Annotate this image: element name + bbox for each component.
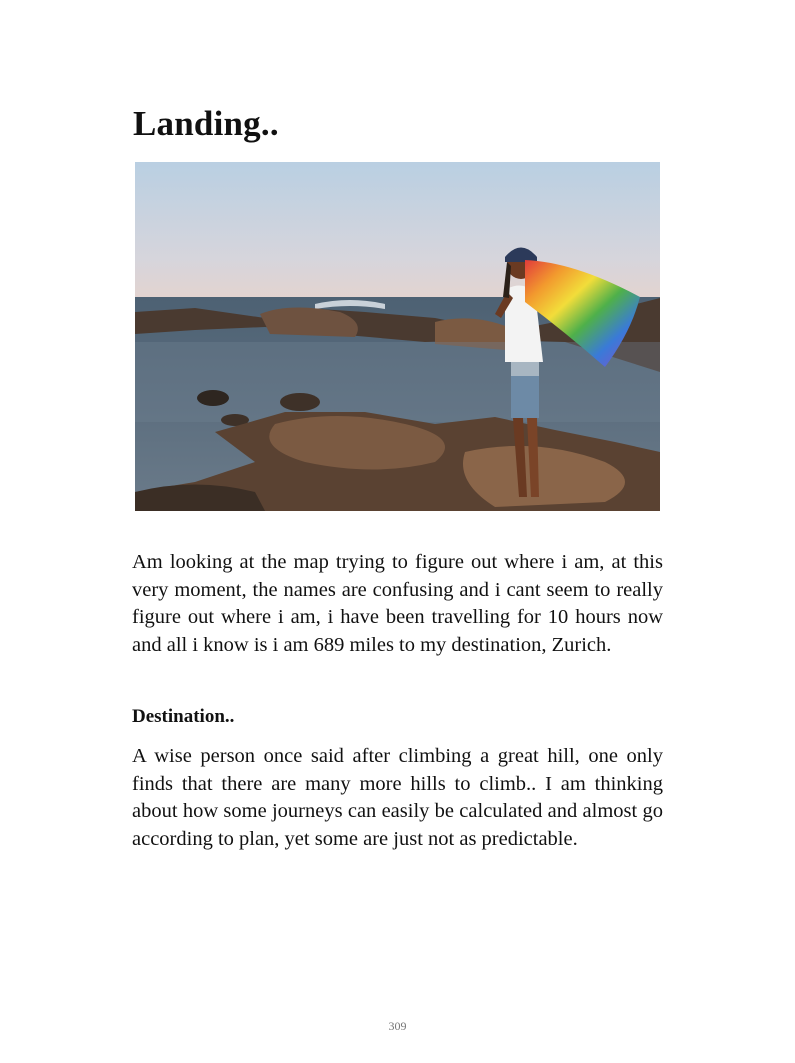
photo-coastline [135, 162, 660, 511]
paragraph-intro: Am looking at the map trying to figure out where i am, at this very moment, the names are confusing and i cant seem to really figure out where i am, i have been travelling for 10 hours now and all i know is i am 689 miles to my destination, Zurich. [132, 551, 663, 656]
page-title: Landing.. [133, 104, 279, 143]
page-number: 309 [388, 1019, 407, 1033]
paragraph-destination: A wise person once said after climbing a great hill, one only finds that there are many more hills to climb.. I am thinking about how some journeys can easily be calculated and almost go according to plan, yet some are just not as predictable. [132, 745, 663, 850]
section-heading-destination: Destination.. [132, 706, 235, 727]
